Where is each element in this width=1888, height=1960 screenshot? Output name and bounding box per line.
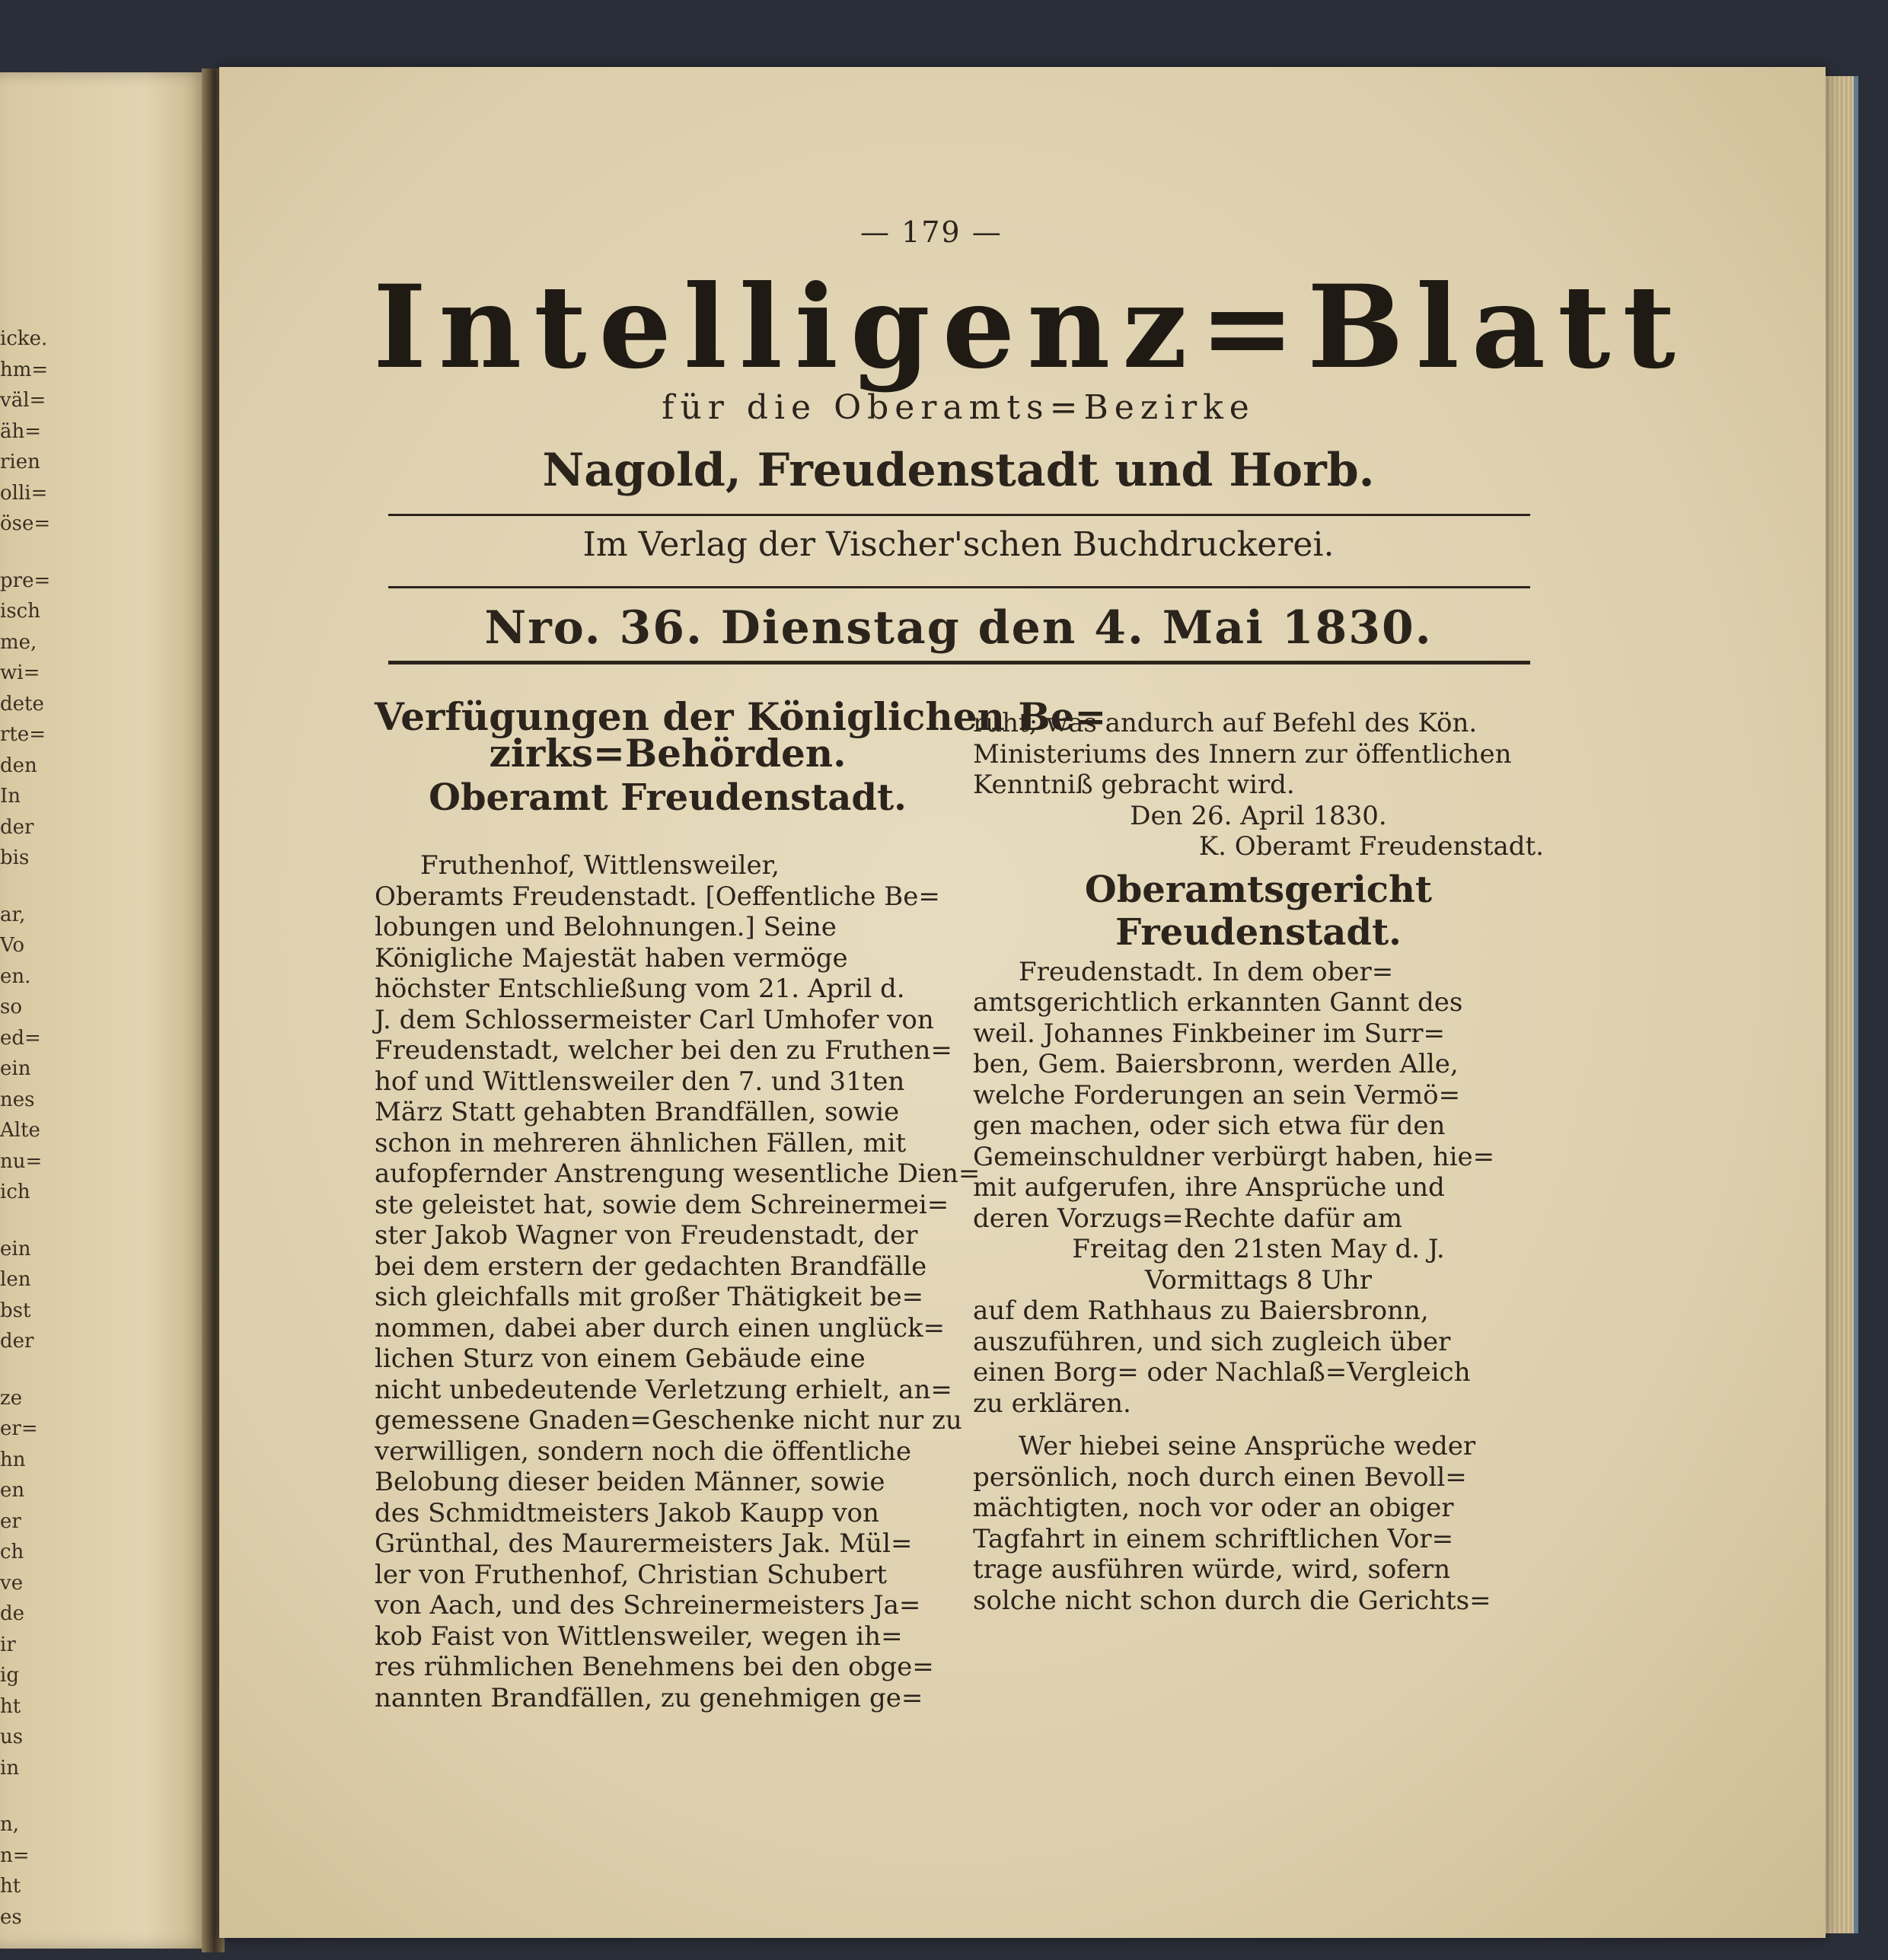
margin-fragment: ht	[0, 1694, 21, 1718]
text-line: Grünthal, des Maurermeisters Jak. Mül=	[375, 1528, 913, 1559]
margin-fragment: de	[0, 1602, 25, 1625]
margin-fragment: nu=	[0, 1149, 43, 1173]
issue-line: Nro. 36. Dienstag den 4. Mai 1830.	[484, 601, 1433, 655]
text-line: mächtigten, noch vor oder an obiger	[973, 1493, 1454, 1523]
subheading-oberamt: Oberamt Freudenstadt.	[429, 776, 907, 819]
margin-fragment: dete	[0, 692, 44, 715]
appointment-date: Freitag den 21sten May d. J.	[1072, 1234, 1445, 1264]
text-line: res rühmlichen Benehmens bei den obge=	[375, 1652, 934, 1682]
margin-fragment: es	[0, 1905, 22, 1929]
margin-fragment: nes	[0, 1088, 35, 1111]
subheading-oberamtsgericht: Oberamtsgericht Freudenstadt.	[1084, 868, 1433, 954]
margin-fragment: so	[0, 996, 22, 1018]
text-line: Königliche Majestät haben vermöge	[375, 942, 848, 974]
margin-fragment: ich	[0, 1181, 30, 1203]
notice-signature: K. Oberamt Freudenstadt.	[1198, 831, 1544, 862]
margin-fragment: ve	[0, 1571, 24, 1595]
header-rule	[388, 586, 1530, 588]
margin-fragment: ig	[0, 1664, 19, 1687]
text-line: Oberamts Freudenstadt. [Oeffentliche Be=	[375, 881, 940, 912]
text-line: Fruthenhof, Wittlensweiler,	[420, 850, 780, 881]
margin-fragment: icke.	[0, 327, 48, 350]
margin-fragment: äh=	[0, 419, 42, 443]
left-column-heading-block	[375, 694, 1107, 819]
margin-fragment: n,	[0, 1813, 20, 1836]
margin-fragment: ze	[0, 1386, 23, 1410]
text-line: Belobung dieser beiden Männer, sowie	[375, 1467, 885, 1497]
margin-fragment: pre=	[0, 569, 51, 592]
text-line: auszuführen, und sich zugleich über	[973, 1326, 1451, 1357]
margin-fragment: ed=	[0, 1026, 41, 1050]
notice-date: Den 26. April 1830.	[1130, 800, 1387, 831]
text-line: gemessene Gnaden=Geschenke nicht nur zu	[375, 1405, 962, 1436]
text-line: des Schmidtmeisters Jakob Kaupp von	[375, 1497, 879, 1528]
text-line: Wer hiebei seine Ansprüche weder	[1019, 1431, 1476, 1461]
margin-fragment: us	[0, 1726, 24, 1748]
text-line: Ministeriums des Innern zur öffentlichen	[973, 738, 1512, 770]
masthead-title: Intelligenz=Blatt	[373, 260, 1688, 394]
text-line: zu erklären.	[973, 1388, 1131, 1419]
text-line: Tagfahrt in einem schriftlichen Vor=	[973, 1523, 1454, 1554]
text-line: deren Vorzugs=Rechte dafür am	[973, 1203, 1402, 1234]
margin-fragment: der	[0, 1330, 34, 1353]
right-column-text	[973, 708, 1544, 1616]
appointment-time: Vormittags 8 Uhr	[1144, 1264, 1373, 1296]
publisher-line: Im Verlag der Vischer'schen Buchdruckerei.	[582, 525, 1335, 564]
text-line: nommen, dabei aber durch einen unglück=	[375, 1312, 946, 1343]
text-line: J. dem Schlossermeister Carl Umhofer von	[375, 1004, 934, 1035]
margin-fragment: der	[0, 815, 34, 839]
text-line: ste geleistet hat, sowie dem Schreinermei=	[375, 1189, 949, 1220]
margin-fragment: väl=	[0, 389, 46, 412]
page-number: — 179 —	[860, 215, 1003, 249]
left-column-text	[375, 850, 981, 1713]
margin-fragment: wi=	[0, 661, 40, 684]
margin-fragment: me,	[0, 630, 37, 654]
margin-fragment: ein	[0, 1237, 31, 1260]
text-line: Kenntniß gebracht wird.	[973, 770, 1295, 800]
margin-fragment	[0, 874, 70, 900]
text-line: aufopfernder Anstrengung wesentliche Dien=	[375, 1158, 981, 1189]
margin-fragment: in	[0, 1756, 20, 1780]
margin-fragment: ch	[0, 1541, 24, 1563]
margin-fragment	[0, 540, 70, 566]
text-line: weil. Johannes Finkbeiner im Surr=	[973, 1018, 1445, 1049]
text-line: welche Forderungen an sein Vermö=	[973, 1079, 1461, 1111]
margin-fragment: rien	[0, 451, 40, 473]
margin-fragment: Alte	[0, 1119, 40, 1142]
header-rule	[388, 661, 1530, 664]
text-line: mit aufgerufen, ihre Ansprüche und	[973, 1172, 1445, 1203]
margin-fragment: öse=	[0, 512, 51, 535]
text-line: verwilligen, sondern noch die öffentliche	[375, 1436, 912, 1467]
text-line: ster Jakob Wagner von Freudenstadt, der	[375, 1220, 918, 1251]
text-line: von Aach, und des Schreinermeisters Ja=	[375, 1590, 921, 1621]
text-line: ler von Fruthenhof, Christian Schubert	[375, 1559, 888, 1590]
text-line: auf dem Rathhaus zu Baiersbronn,	[973, 1296, 1429, 1326]
margin-fragment	[0, 1208, 70, 1234]
margin-fragment: ein	[0, 1057, 31, 1080]
text-line: lichen Sturz von einem Gebäude eine	[375, 1343, 866, 1374]
section-heading: Verfügungen der Königlichen Be= zirks=Behörden.	[375, 694, 1107, 776]
margin-fragment: hm=	[0, 358, 49, 381]
masthead-districts: Nagold, Freudenstadt und Horb.	[542, 444, 1375, 497]
margin-fragment: olli=	[0, 481, 48, 505]
left-page-margin-text	[0, 323, 70, 1933]
text-line: sich gleichfalls mit großer Thätigkeit be=	[375, 1282, 924, 1312]
margin-fragment: ht	[0, 1875, 21, 1898]
text-line: kob Faist von Wittlensweiler, wegen ih=	[375, 1621, 903, 1652]
masthead-subtitle: für die Oberamts=Bezirke	[662, 388, 1255, 427]
margin-fragment: hn	[0, 1448, 26, 1471]
margin-fragment	[0, 1783, 70, 1809]
margin-fragment: In	[0, 785, 21, 808]
text-line: ben, Gem. Baiersbronn, werden Alle,	[973, 1049, 1459, 1079]
margin-fragment: en.	[0, 964, 31, 988]
margin-fragment: ar,	[0, 903, 26, 926]
margin-fragment: Vo	[0, 934, 25, 957]
margin-fragment: bis	[0, 846, 30, 869]
margin-fragment: isch	[0, 600, 40, 623]
text-line: amtsgerichtlich erkannten Gannt des	[973, 987, 1463, 1018]
text-line: hof und Wittlensweiler den 7. und 31ten	[375, 1066, 905, 1097]
margin-fragment: rte=	[0, 723, 46, 746]
text-line: Freudenstadt, welcher bei den zu Fruthen=	[375, 1035, 952, 1066]
text-line: gen machen, oder sich etwa für den	[973, 1111, 1446, 1141]
left-page	[0, 72, 207, 1949]
text-line: Gemeinschuldner verbürgt haben, hie=	[973, 1141, 1495, 1172]
text-line: bei dem erstern der gedachten Brandfälle	[375, 1251, 927, 1282]
margin-fragment: len	[0, 1268, 31, 1291]
margin-fragment: ir	[0, 1633, 16, 1656]
text-line: persönlich, noch durch einen Bevoll=	[973, 1461, 1467, 1493]
text-line: nannten Brandfällen, zu genehmigen ge=	[375, 1682, 923, 1713]
margin-fragment: en	[0, 1479, 25, 1502]
text-line: nicht unbedeutende Verletzung erhielt, an=	[375, 1374, 952, 1405]
margin-fragment: bst	[0, 1299, 31, 1322]
margin-fragment: n=	[0, 1844, 30, 1867]
text-line: höchster Entschließung vom 21. April d.	[375, 974, 905, 1004]
text-line: schon in mehreren ähnlichen Fällen, mit	[375, 1127, 907, 1158]
margin-fragment: den	[0, 754, 37, 777]
margin-fragment	[0, 1357, 70, 1383]
margin-fragment: er	[0, 1509, 21, 1533]
text-line: einen Borg= oder Nachlaß=Vergleich	[973, 1357, 1471, 1388]
text-line: trage ausführen würde, wird, sofern	[973, 1554, 1451, 1585]
text-line: solche nicht schon durch die Gerichts=	[973, 1585, 1491, 1616]
text-line: Freudenstadt. In dem ober=	[1019, 956, 1394, 987]
text-line: lobungen und Belohnungen.] Seine	[375, 912, 837, 942]
text-line: ruht; was andurch auf Befehl des Kön.	[973, 708, 1478, 738]
text-line: März Statt gehabten Brandfällen, sowie	[375, 1097, 900, 1127]
margin-fragment: er=	[0, 1417, 38, 1440]
header-rule	[388, 514, 1530, 516]
